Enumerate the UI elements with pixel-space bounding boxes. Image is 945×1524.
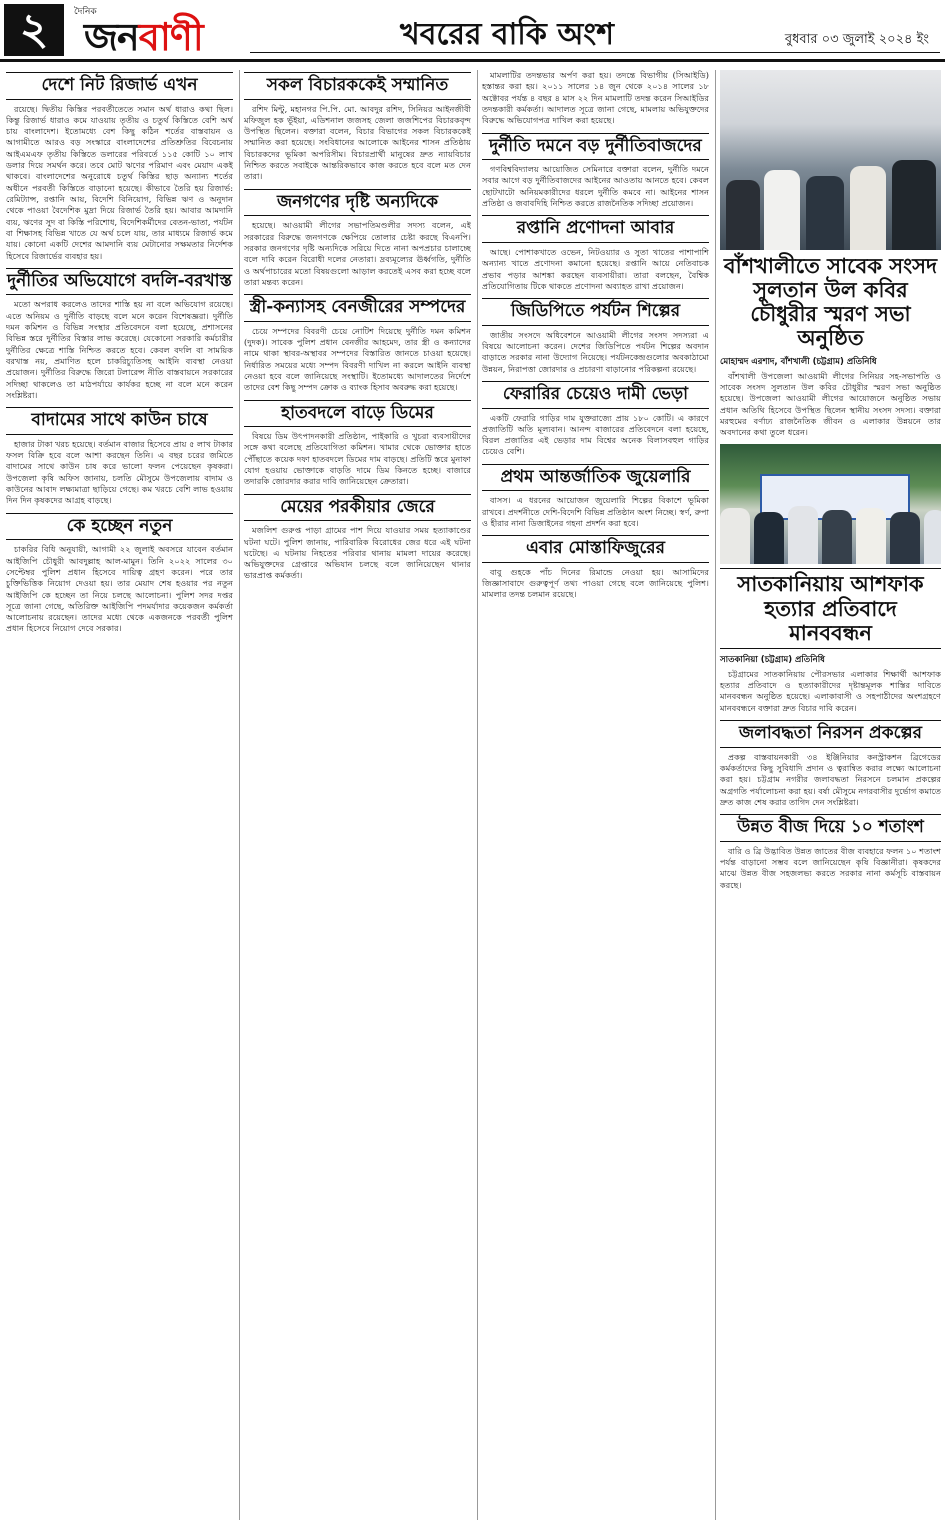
column-1 [6,70,233,1520]
article-text: রশিদ মিন্টু, মহানগর পি.পি. মো. আবদুর রশিদ, সিনিয়র আইনজীবী মফিজুল হক ভূঁইয়া, এডিশনাল জজসহ জেলা জজশিপের বিচারকবৃন্দ উপস্থিত ছিলেন। বক্তারা বলেন, বিচার বিভাগের সকল বিচারককেই সম্মানিত করা হয়েছে। সংবিধানের আলোকে আইনের শাসন প্রতিষ্ঠায় বিচারকদের ভূমিকা অপরিসীম। বিচারপ্রার্থী মানুষের দ্রুত ন্যায়বিচার নিশ্চিত করতে সবাইকে আন্তরিকভাবে কাজ করতে হবে বলে মত দেন তারা। [244,103,471,182]
article-text: বাবু গুহকে পাঁচ দিনের রিমান্ডে নেওয়া হয়। আসামিদের জিজ্ঞাসাবাদে গুরুত্বপূর্ণ তথ্য পাওয়া গেছে বলে জানিয়েছে পুলিশ। মামলার তদন্ত চলমান রয়েছে। [482,566,709,600]
column-3 [477,70,709,1520]
article-all-judgments [244,72,471,183]
article-almond-cashew [6,407,233,506]
article-banshkhali [720,254,941,438]
headline: দুর্নীতি দমনে বড় দুর্নীতিবাজদের [482,133,709,161]
article-text: রয়েছে। দ্বিতীয় কিস্তির পরবর্তীতেতে সমান অর্থ ধারাও কথা ছিল। কিন্তু রিজার্ভ ধারাও কমে যাওয়ায় তৃতীয় ও চতুর্থ কিস্তিতে বেশি অর্থ চায় বাংলাদেশ। ইতোমধ্যে বেশ কিছু কঠিন শর্তের বাস্তবায়ন ও আগামীতে আরও বড় সংস্কারে বাংলাদেশের প্রতিশ্রুতির বিবেচনায় আইএমএফ তৃতীয় কিস্তিতে ডলারের পরিবর্তে ১১৫ কোটি ১০ লাখ ডলার দিয়ে সমর্থন করে। তবে মোট ঋণের পরিমাণ এবং মেয়াদ একই থাকবে। বাংলাদেশের অনুরোধে চতুর্থ কিস্তির ছাড় অন্যান্য শর্তের অধীনে পরবর্তী কিস্তিতে বাড়ানো হয়েছে। কীভাবে তৈরি হয় রিজার্ভ: রেমিট্যান্স, রপ্তানি আয়, বিদেশি বিনিয়োগ, বিভিন্ন ঋণ ও অনুদান থেকে পাওয়া বৈদেশিক মুদ্রা দিয়ে রিজার্ভ তৈরি হয়। আবার আমদানি ব্যয়, ঋণের সুদ বা কিস্তি পরিশোধ, বিদেশিকর্মীদের বেতন-ভাতা, পর্যটন বা শিক্ষাসহ বিভিন্ন খাতে যে অর্থ চলে যায়, তার মাধ্যমে রিজার্ভ কমে যায়। কোনো একটি দেশের আমদানি ব্যয় মেটানোর সক্ষমতার নির্দেশক হিসেবে রিজার্ভের ব্যবহার হয়। [6,103,233,261]
article-text: বিষয়ে ডিম উৎপাদনকারী প্রতিষ্ঠান, পাইকারি ও খুচরা ব্যবসায়ীদের সঙ্গে কথা বলেছে প্রতিযোগিতা কমিশন। খামার থেকে ভোক্তার হাতে পৌঁছাতে কয়েক দফা হাতবদলে ডিমের দাম বাড়ছে। প্রতিটি স্তরে মুনাফা যোগ হওয়ায় ভোক্তাকে বাড়তি দামে ডিম কিনতে হচ্ছে। বাজারে তদারকি জোরদার করার দাবি জানিয়েছেন ক্রেতারা। [244,431,471,487]
photo-person [788,506,818,564]
headline: প্রথম আন্তর্জাতিক জুয়েলারি [482,464,709,492]
article-export-incentive [482,215,709,292]
article-satkania [720,568,941,714]
headline: এবার মোস্তাফিজুরের [482,535,709,563]
logo-text [84,8,203,72]
article-body [482,567,709,601]
column-4 [715,70,941,1520]
article-body [720,669,941,714]
article-body [482,70,709,127]
human-chain-photo [720,444,941,564]
article-text: জাতীয় সংসদে অধিবেশনে আওয়ামী লীগের সংসদ সদস্যরা এ বিষয়ে আলোচনা করেন। দেশের জিডিপিতে পর্যটন শিল্পের অবদান বাড়াতে সরকার নানা উদ্যোগ নিয়েছে। পর্যটনকেন্দ্রগুলোর অবকাঠামো উন্নয়ন, নিরাপত্তা জোরদার ও প্রচারণা বাড়ানোর পরিকল্পনা রয়েছে। [482,329,709,374]
article-body [720,846,941,891]
article-egg-prices [244,400,471,488]
article-text: চাকরির বিধি অনুযায়ী, আগামী ২২ জুলাই অবসরে যাবেন বর্তমান আইজিপি চৌধুরী আবদুল্লাহ আল-মামুন। তিনি ২০২২ সালের ৩০ সেপ্টেম্বর পুলিশ প্রধান হিসেবে দায়িত্ব গ্রহণ করেন। পরে তার চুক্তিভিত্তিক নিয়োগ দেওয়া হয়। তার মেয়াদ শেষ হওয়ার পর নতুন আইজিপি কে হচ্ছেন তা নিয়ে চলছে আলোচনা। পুলিশ সদর দপ্তর সূত্রে জানা গেছে, অতিরিক্ত আইজিপি পদমর্যাদার কয়েকজন কর্মকর্তা আলোচনায় রয়েছেন। তাদের মধ্যে থেকে একজনকে পরবর্তী পুলিশ প্রধান হিসেবে নিয়োগ দেবে সরকার। [6,544,233,634]
article-public-attention [244,189,471,288]
headline: উন্নত বীজ দিয়ে ১০ শতাংশ [720,814,941,842]
photo-person [754,512,784,564]
article-text: হাজার টাকা খরচ হয়েছে। বর্তমান বাজার হিসেবে প্রায় ৫ লাখ টাকার ফসল বিক্রি হবে বলে আশা করছেন তিনি। এ বছর চরের জমিতে বাদামের সাথে কাউন চাষ করে ভালো ফলন পেয়েছেন কৃষকরা। উপজেলা কৃষি অফিস জানায়, চলতি মৌসুমে উপজেলায় বাদাম ও কাউনের আবাদ লক্ষ্যমাত্রা ছাড়িয়ে গেছে। কম খরচে বেশি লাভ হওয়ায় দিন দিন কৃষকদের আগ্রহ বাড়ছে। [6,438,233,506]
headline: সাতকানিয়ায় আশফাক হত্যার প্রতিবাদে মানববন্ধন [720,568,941,648]
article-text: মামলাটির তদন্তভার অর্পণ করা হয়। তদন্তে বিভাগীয় (সিআইডি) হস্তান্তর করা হয়। ২০১১ সালের ১৪ জুন থেকে ২০১৪ সালের ১৮ অক্টোবর পর্যন্ত ৪ বছর ৪ মাস ২২ দিন মামলাটি তদন্ত করেন সিআইডির তদন্তকারী কর্মকর্তা। আদালত সূত্রে জানা গেছে, মামলায় অভিযুক্তদের বিরুদ্ধে অভিযোগপত্র দাখিল করা হয়েছে। [482,70,709,126]
article-who-is-new [6,513,233,635]
article-body [244,104,471,183]
headline: মেয়ের পরকীয়ার জেরে [244,494,471,522]
article-muktijoddha-case [482,70,709,127]
article-text: মজলিশ গুরুপ্ত পাড়া গ্রামের পাশ দিয়ে যাওয়ার সময় হত্যাকাণ্ডের ঘটনা ঘটে। পুলিশ জানায়, পারিবারিক বিরোধের জের ধরে এই ঘটনা ঘটেছে। এ ঘটনায় নিহতের পরিবার থানায় মামলা দায়ের করেছে। অভিযুক্তদের গ্রেপ্তারে অভিযান চলছে বলে জানিয়েছেন থানার ভারপ্রাপ্ত কর্মকর্তা। [244,525,471,581]
newspaper-logo [70,2,230,58]
byline: মোহাম্মদ এরশাদ, বাঁশখালী (চট্টগ্রাম) প্রতিনিধি [720,356,877,367]
article-jewelry-fair [482,464,709,529]
article-body [244,431,471,488]
article-waterlogging [720,720,941,808]
photo-person [720,508,750,564]
article-text: গণবিশ্ববিদ্যালয় আয়োজিত সেমিনারে বক্তারা বলেন, দুর্নীতি দমনে সবার আগে বড় দুর্নীতিবাজদের আইনের আওতায় আনতে হবে। কেবল ছোটখাটো অনিয়মকারীদের ধরলে দুর্নীতি কমবে না। আইনের শাসন প্রতিষ্ঠা ও জবাবদিহি নিশ্চিত করতে রাজনৈতিক সদিচ্ছা প্রয়োজন। [482,164,709,209]
byline: সাতকানিয়া (চট্টগ্রাম) প্রতিনিধি [720,654,825,665]
headline: কে হচ্ছেন নতুন [6,513,233,541]
logo-part-1: জন [84,15,139,59]
article-body [6,544,233,635]
article-net-reserve [6,72,233,262]
article-body [244,220,471,288]
photo-person [764,170,800,250]
photo-person [726,180,760,250]
article-corruption-transfer [6,268,233,401]
photo-person [856,508,886,564]
article-body [244,525,471,582]
masthead-rule [250,52,940,53]
logo-tagline: দৈনিক [74,7,97,17]
section-title: খবরের বাকি অংশ [400,17,614,52]
article-body [244,326,471,394]
headline: ফেরারির চেয়েও দামী ভেড়া [482,381,709,409]
headline: স্ত্রী-কন্যাসহ বেনজীরের সম্পদের [244,294,471,322]
article-text: চেয়ে সম্পদের বিবরণী চেয়ে নোটিশ দিয়েছে দুর্নীতি দমন কমিশন (দুদক)। সাবেক পুলিশ প্রধান বেনজীর আহমেদ, তার স্ত্রী ও কন্যাদের নামে থাকা স্থাবর-অস্থাবর সম্পদের বিস্তারিত জানতে চাওয়া হয়েছে। নির্ধারিত সময়ের মধ্যে সম্পদ বিবরণী দাখিল না করলে আইনি ব্যবস্থা নেওয়া হবে বলে জানিয়েছে সংস্থাটি। ইতোমধ্যে আদালতের নির্দেশে তাদের বেশ কিছু সম্পদ ক্রোক ও ব্যাংক হিসাব অবরুদ্ধ করা হয়েছে। [244,325,471,393]
headline: বাদামের সাথে কাউন চাষে [6,407,233,435]
headline: সকল বিচারককেই সম্মানিত [244,72,471,100]
article-benazir-assets [244,294,471,393]
article-text: হয়েছে। আওয়ামী লীগের সভাপতিমণ্ডলীর সদস্য বলেন, এই সরকারের বিরুদ্ধে জনগণকে ক্ষেপিয়ে তোলার চেষ্টা করছে বিএনপি। সরকার জনগণের দৃষ্টি অন্যদিকে সরিয়ে দিতে নানা অপপ্রচার চালাচ্ছে বলে দাবি করেন বিরোধী দলের নেতারা। দ্রব্যমূল্যের ঊর্ধ্বগতি, দুর্নীতি ও অর্থপাচারের মতো বিষয়গুলো আড়াল করতেই এসব করা হচ্ছে বলে তারা মন্তব্য করেন। [244,220,471,287]
headline: জিডিপিতে পর্যটন শিল্পের [482,298,709,326]
photo-person [924,510,941,564]
headline: দুর্নীতির অভিযোগে বদলি-বরখাস্ত [6,268,233,296]
photo-person [892,160,936,250]
logo-part-2: বাণী [138,15,203,59]
article-body [6,104,233,262]
article-seeds [720,814,941,891]
issue-date: বুধবার ০৩ জুলাই ২০২৪ ইং [784,32,929,47]
article-body [6,439,233,507]
article-text: বাসস। এ ধরনের আয়োজন জুয়েলারি শিল্পের বিকাশে ভূমিকা রাখবে। প্রদর্শনীতে দেশি-বিদেশি বিভিন্ন প্রতিষ্ঠান অংশ নিচ্ছে। স্বর্ণ, রুপা ও হীরার নানা ডিজাইনের গহনা প্রদর্শন করা হবে। [482,495,709,528]
headline: রপ্তানি প্রণোদনা আবার [482,215,709,243]
article-extramarital [244,494,471,582]
article-body [720,371,941,439]
article-text: একটি ফেরারি গাড়ির দাম যুক্তরাজ্যে প্রায় ১৮০ কোটি। এ কারণে প্রজাতিটি অতি মূল্যবান। আনন্দ বাজারের প্রতিবেদনে বলা হয়েছে, বিরল প্রজাতির এই ভেড়ার দাম বিশ্বের অনেক বিলাসবহুল গাড়ির চেয়েও বেশি। [482,412,709,457]
page-number: ২ [4,4,64,56]
article-body [482,164,709,209]
article-body [482,330,709,375]
photo-person [806,176,844,250]
article-body [482,247,709,292]
photo-person [822,510,852,564]
article-corruption-drive [482,133,709,210]
photo-person [850,166,886,250]
headline: জলাবদ্ধতা নিরসন প্রকল্পের [720,720,941,748]
headline: দেশে নিট রিজার্ভ এখন [6,72,233,100]
headline: জনগণের দৃষ্টি অন্যদিকে [244,189,471,217]
article-body [720,752,941,809]
headline: হাতবদলে বাড়ে ডিমের [244,400,471,428]
masthead [0,0,945,62]
article-text: বাঁশখালী উপজেলা আওয়ামী লীগের সিনিয়র সহ-সভাপতি ও সাবেক সংসদ সুলতান উল কবির চৌধুরীর স্মরণ সভা অনুষ্ঠিত হয়েছে। উপজেলা আওয়ামী লীগের আয়োজনে অনুষ্ঠিত সভায় প্রধান অতিথি হিসেবে উপস্থিত ছিলেন স্থানীয় সংসদ সদস্য। বক্তারা মরহুমের বর্ণাঢ্য রাজনৈতিক জীবন ও এলাকার উন্নয়নে তার অবদানের কথা তুলে ধরেন। [720,370,941,438]
headline: বাঁশখালীতে সাবেক সংসদ সুলতান উল কবির চৌধুরীর স্মরণ সভা অনুষ্ঠিত [723,254,938,351]
article-body [482,413,709,458]
article-ferrari-sheep [482,381,709,458]
article-text: চট্টগ্রামের সাতকানিয়ায় পৌরসভার এলাকার শিক্ষার্থী আশফাক হত্যার প্রতিবাদে ও হত্যাকারীদের দৃষ্টান্তমূলক শাস্তির দাবিতে মানববন্ধন অনুষ্ঠিত হয়েছে। এলাকাবাসী ও সহপাঠীদের অংশগ্রহণে মানববন্ধনে বক্তারা দ্রুত বিচার দাবি করেন। [720,668,941,713]
column-2 [239,70,471,1520]
photo-person [890,512,920,564]
article-text: প্রকল্প বাস্তবায়নকারী ৩৪ ইঞ্জিনিয়ার কনস্ট্রাকশন ব্রিগেডের কর্মকর্তাদের কিছু সুবিধাদি প্রদান ও ত্বরান্বিত করার লক্ষ্যে আলোচনা করা হয়। চট্টগ্রাম নগরীর জলাবদ্ধতা নিরসনে চলমান প্রকল্পের অগ্রগতি পর্যালোচনা করা হয়। বর্ষা মৌসুমে নগরবাসীর দুর্ভোগ কমাতে দ্রুত কাজ শেষ করার তাগিদ দেন সংশ্লিষ্টরা। [720,751,941,807]
article-body [482,495,709,529]
article-text: আছে। পোশাকখাতে ওভেন, নিটওয়্যার ও সুতা খাতের পাশাপাশি অন্যান্য খাতে প্রণোদনা কমানো হয়েছে। রপ্তানি আয়ে নেতিবাচক প্রভাব পড়ার আশঙ্কা করছেন ব্যবসায়ীরা। তারা বলছেন, বৈশ্বিক প্রতিযোগিতায় টিকে থাকতে প্রণোদনা অব্যাহত রাখা প্রয়োজন। [482,246,709,291]
article-text: বারি ও ব্রি উদ্ভাবিত উন্নত জাতের বীজ ব্যবহারে ফলন ১০ শতাংশ পর্যন্ত বাড়ানো সম্ভব বলে জানিয়েছেন কৃষি বিজ্ঞানীরা। কৃষকদের মাঝে উন্নত বীজ সহজলভ্য করতে সরকার নানা কর্মসূচি বাস্তবায়ন করছে। [720,845,941,890]
article-text: মতো অপরাধ করলেও তাদের শাস্তি হয় না বলে অভিযোগ রয়েছে। এতে অনিয়ম ও দুর্নীতি বাড়ছে বলে মনে করেন বিশেষজ্ঞরা। দুর্নীতি দমন কমিশন ও বিভিন্ন সংস্থার প্রতিবেদনে বলা হয়েছে, প্রশাসনের বিভিন্ন স্তরে দুর্নীতির বিস্তার লাভ করেছে। যেকোনো সরকারি কর্মচারীর দুর্নীতির ক্ষেত্রে শাস্তি নিশ্চিত করতে হবে। কেবল বদলি বা সাময়িক বরখাস্ত নয়, প্রমাণিত হলে চাকরিচ্যুতিসহ আইনি ব্যবস্থা নেওয়া প্রয়োজন। দুর্নীতির বিরুদ্ধে জিরো টলারেন্স নীতি বাস্তবায়নে সরকারের সদিচ্ছা থাকলেও তা মাঠপর্যায়ে কার্যকর হচ্ছে না বলে মনে করেন সংশ্লিষ্টরা। [6,299,233,400]
article-gdp-tourism [482,298,709,375]
memorial-meeting-photo [720,70,941,250]
article-mostafizur [482,535,709,600]
article-body [6,299,233,401]
